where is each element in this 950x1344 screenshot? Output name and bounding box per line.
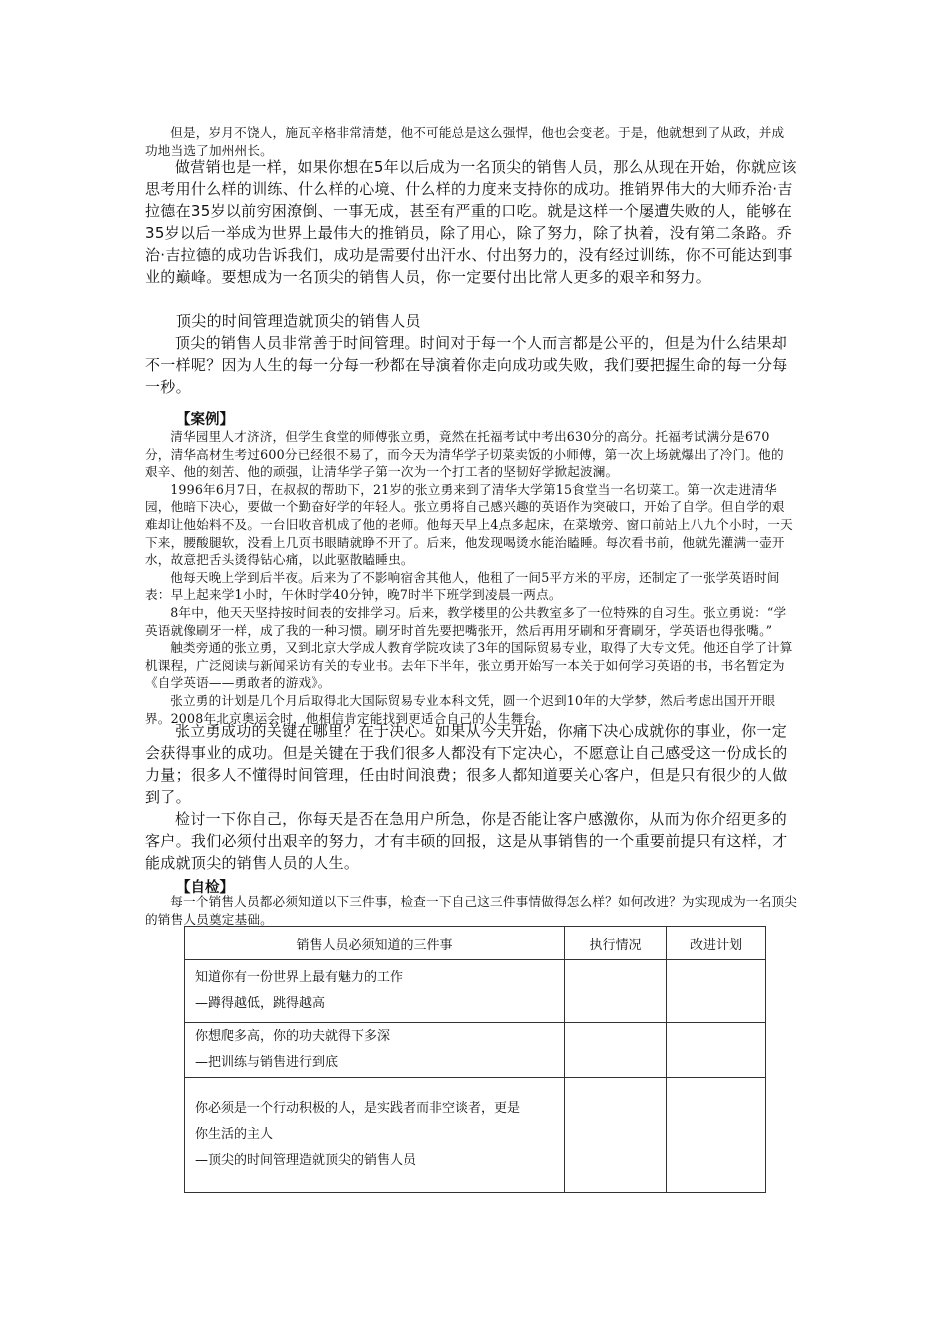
improvement-plan-cell[interactable] bbox=[667, 960, 766, 1023]
case-paragraph: 清华园里人才济济，但学生食堂的师傅张立勇，竟然在托福考试中考出630分的高分。托福考试满分是670分，清华高材生考过600分已经很不易了，而今天为清华学子切菜卖饭的小师傅，第一次上场就爆出了冷门。他的艰辛、他的刻苦、他的顽强，让清华学子第一次为一个打工者的坚韧好学掀起波澜。 bbox=[145, 429, 784, 480]
table-item-cell bbox=[185, 1023, 565, 1078]
item-line: 你生活的主人 bbox=[195, 1127, 274, 1142]
table-header-cell: 销售人员必须知道的三件事 bbox=[185, 927, 565, 960]
execution-status-cell[interactable] bbox=[565, 1023, 667, 1078]
analysis-section bbox=[145, 720, 801, 874]
improvement-plan-cell[interactable] bbox=[667, 1078, 766, 1193]
item-line: —蹲得越低，跳得越高 bbox=[195, 996, 326, 1011]
item-line: —顶尖的时间管理造就顶尖的销售人员 bbox=[195, 1153, 417, 1168]
table-row bbox=[185, 960, 766, 1023]
self-check-intro: 每一个销售人员都必须知道以下三件事，检查一下自己这三件事情做得怎么样？如何改进？为实现成为一名顶尖的销售人员奠定基础。 bbox=[145, 894, 798, 927]
item-line: 知道你有一份世界上最有魅力的工作 bbox=[195, 970, 404, 985]
analysis-paragraph: 检讨一下你自己，你每天是否在急用户所急，你是否能让客户感激你，从而为你介绍更多的客户。我们必须付出艰辛的努力，才有丰硕的回报，这是从事销售的一个重要前提只有这样，才能成就顶尖的销售人员的人生。 bbox=[145, 810, 788, 872]
item-line: —把训练与销售进行到底 bbox=[195, 1055, 339, 1070]
item-line: 你必须是一个行动积极的人，是实践者而非空谈者，更是 bbox=[195, 1101, 521, 1116]
table-header-row bbox=[185, 927, 766, 960]
time-section-title: 顶尖的时间管理造就顶尖的销售人员 bbox=[176, 312, 421, 330]
table-header-cell: 执行情况 bbox=[565, 927, 667, 960]
self-check-heading: 【自检】 bbox=[176, 880, 234, 896]
case-body bbox=[145, 428, 795, 727]
analysis-paragraph: 张立勇成功的关键在哪里？在于决心。如果从今天开始，你痛下决心成就你的事业，你一定会获得事业的成功。但是关键在于我们很多人都没有下定决心，不愿意让自己感受这一份成长的力量；很多人不懂得时间管理，任由时间浪费；很多人都知道要关心客户，但是只有很少的人做到了。 bbox=[145, 722, 788, 806]
case-paragraph: 触类旁通的张立勇，又到北京大学成人教育学院攻读了3年的国际贸易专业，取得了大专文凭。他还自学了计算机课程，广泛阅读与新闻采访有关的专业书。去年下半年，张立勇开始写一本关于如何学习英语的书，书名暂定为《自学英语——勇敢者的游戏》。 bbox=[145, 640, 793, 691]
time-section-body: 顶尖的销售人员非常善于时间管理。时间对于每一个人而言都是公平的，但是为什么结果却不一样呢？因为人生的每一分每一秒都在导演着你走向成功或失败，我们要把握生命的每一分每一秒。 bbox=[145, 334, 788, 396]
table-header-cell: 改进计划 bbox=[667, 927, 766, 960]
execution-status-cell[interactable] bbox=[565, 960, 667, 1023]
item-line: 你想爬多高，你的功夫就得下多深 bbox=[195, 1029, 391, 1044]
case-paragraph: 张立勇的计划是几个月后取得北大国际贸易专业本科文凭，圆一个迟到10年的大学梦，然后考虑出国开开眼界。2008年北京奥运会时，他相信肯定能找到更适合自己的人生舞台。 bbox=[145, 692, 776, 726]
intro-paragraph: 但是，岁月不饶人，施瓦辛格非常清楚，他不可能总是这么强悍，他也会变老。于是，他就想到了从政，并成功地当选了加州州长。 bbox=[145, 125, 785, 158]
case-paragraph: 1996年6月7日，在叔叔的帮助下，21岁的张立勇来到了清华大学第15食堂当一名切菜工。第一次走进清华园，他暗下决心，要做一个勤奋好学的年轻人。张立勇将自己感兴趣的英语作为突破口，开始了自学。但自学的艰难却让他始料不及。一台旧收音机成了他的老师。他每天早上4点多起床，在菜墩旁、窗口前站上八九个小时，一天下来，腰酸腿软，没看上几页书眼睛就睁不开了。后来，他发现喝烫水能治瞌睡。每次看书前，他就先灌满一壶开水，故意把舌头烫得钻心痛，以此驱散瞌睡虫。 bbox=[145, 481, 793, 568]
table-row bbox=[185, 1078, 766, 1193]
table-item-cell bbox=[185, 1078, 565, 1193]
improvement-plan-cell[interactable] bbox=[667, 1023, 766, 1078]
case-paragraph: 8年中，他天天坚持按时间表的安排学习。后来，教学楼里的公共教室多了一位特殊的自习生。张立勇说：“学英语就像刷牙一样，成了我的一种习惯。刷牙时首先要把嘴张开，然后再用牙刷和牙膏刷牙，学英语也得张嘴。” bbox=[145, 604, 787, 638]
execution-status-cell[interactable] bbox=[565, 1078, 667, 1193]
case-paragraph: 他每天晚上学到后半夜。后来为了不影响宿舍其他人，他租了一间5平方米的平房，还制定了一张学英语时间表：早上起来学1小时，午休时学40分钟，晚7时半下班学到凌晨一两点。 bbox=[145, 569, 780, 603]
table-row bbox=[185, 1023, 766, 1078]
self-check-table bbox=[184, 926, 766, 1193]
marketing-paragraph: 做营销也是一样，如果你想在5年以后成为一名顶尖的销售人员，那么从现在开始，你就应该思考用什么样的训练、什么样的心境、什么样的力度来支持你的成功。推销界伟大的大师乔治·吉拉德在35岁以前穷困潦倒、一事无成，甚至有严重的口吃。就是这样一个屡遭失败的人，能够在35岁以后一举成为世界上最伟大的推销员，除了用心，除了努力，除了执着，没有第二条路。乔治·吉拉德的成功告诉我们，成功是需要付出汗水、付出努力的，没有经过训练，你不可能达到事业的巅峰。要想成为一名顶尖的销售人员，你一定要付出比常人更多的艰辛和努力。 bbox=[145, 158, 797, 286]
case-heading: 【案例】 bbox=[176, 412, 234, 428]
table-item-cell bbox=[185, 960, 565, 1023]
